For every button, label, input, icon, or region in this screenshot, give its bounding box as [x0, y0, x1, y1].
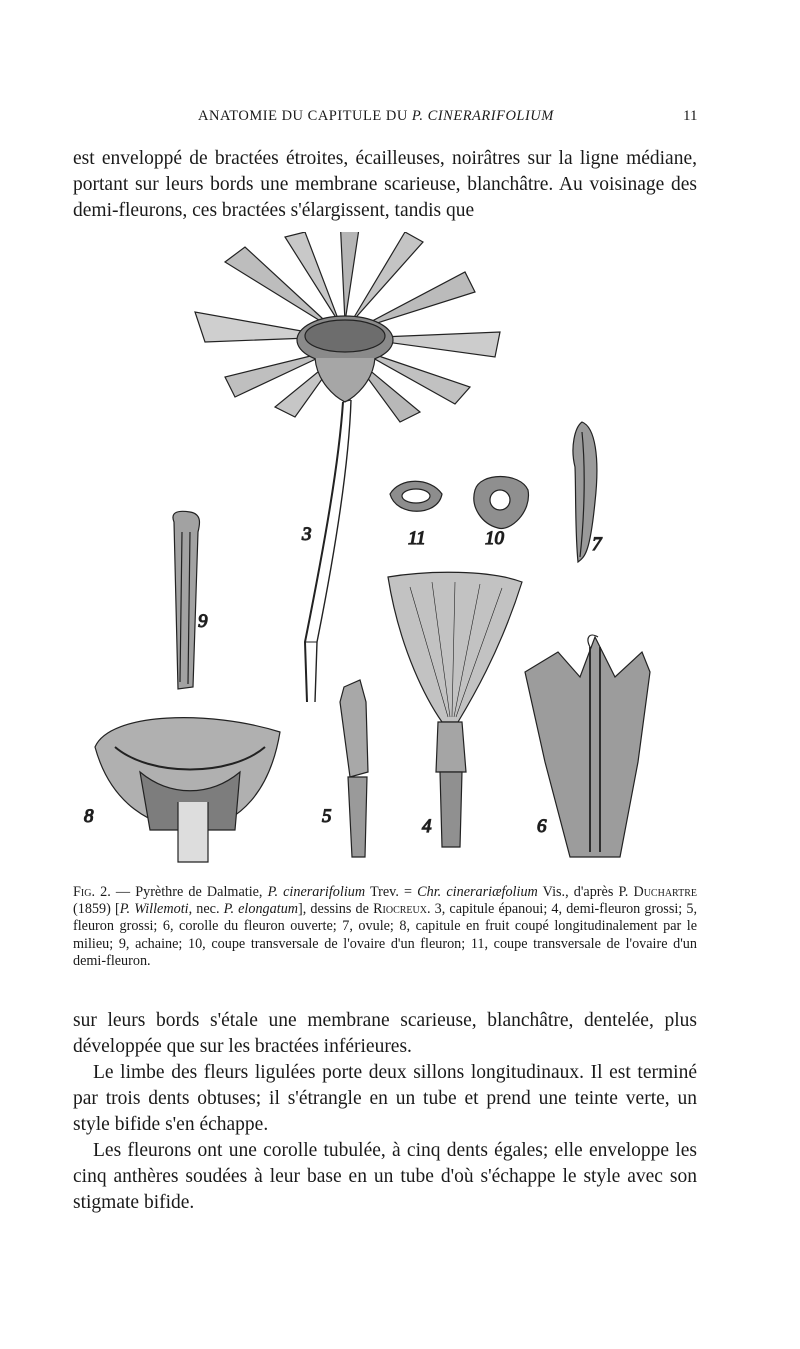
- caption-synonym: Chr. cinerariæfolium: [417, 884, 538, 900]
- label-10: 10: [485, 528, 504, 549]
- caption-text: [73, 884, 697, 970]
- caption-part-3: Vis., d'après P.: [537, 884, 634, 900]
- caption-part-2: Trev. =: [365, 884, 418, 900]
- body-text-top: [73, 146, 697, 224]
- caption-author-duchartre: Duchartre: [633, 884, 698, 900]
- label-6: 6: [537, 816, 547, 837]
- figure-caption: [73, 884, 697, 970]
- caption-part-7: . 3, capitule épanoui; 4, demi-fleuron grossi; 5, fleuron grossi; 6, corolle du fleuron ouverte; 7, ovule; 8, capitule en fruit coupé longitudinalement par le milieu; 9, achaine; 10, coupe transversale de l'ovaire d'un fleuron; 11, coupe transversale de l'ovaire d'un demi-fleuron.: [73, 901, 697, 969]
- label-4: 4: [422, 816, 432, 837]
- body-paragraph-3: Les fleurons ont une corolle tubulée, à cinq dents égales; elle enveloppe les cinq anthères soudées à leur base en un tube d'où s'échappe le style avec son stigmate bifide.: [73, 1140, 697, 1213]
- ovary-section-11-drawing: [390, 481, 442, 549]
- botanical-figure: [70, 232, 730, 872]
- caption-willemoti: P. Willemoti: [119, 901, 189, 918]
- running-header: [0, 104, 800, 132]
- body-paragraph-2: Le limbe des fleurs ligulées porte deux sillons longitudinaux. Il est terminé par trois dents obtuses; il s'étrangle en un tube et prend une teinte verte, un style bifide s'en échappe.: [73, 1062, 697, 1135]
- label-3: 3: [302, 524, 312, 545]
- caption-part-4: (1859) [: [73, 901, 120, 918]
- body-text-bottom: [73, 1008, 697, 1216]
- ray-floret-drawing: [388, 572, 522, 847]
- figure-drawing: [70, 232, 730, 872]
- caption-part-5: , nec.: [188, 901, 224, 918]
- caption-part-1: — Pyrèthre de Dalmatie,: [110, 884, 268, 900]
- body-paragraph-top: est enveloppé de bractées étroites, écailleuses, noirâtres sur la ligne médiane, portant sur leurs bords une membrane scarieuse, blanchâtre. Au voisinage des demi-fleurons, ces bractées s'élargissent, tandis que: [73, 148, 697, 221]
- label-11: 11: [408, 528, 426, 549]
- running-title-species: P. CINERARIFOLIUM: [411, 108, 554, 124]
- label-8: 8: [84, 806, 94, 827]
- caption-figure-label: Fig. 2.: [73, 884, 111, 900]
- label-7: 7: [592, 534, 602, 555]
- disc-floret-drawing: [322, 680, 368, 857]
- ovule-drawing: [573, 422, 603, 562]
- caption-elongatum: P. elongatum: [223, 901, 299, 918]
- fruit-head-section-drawing: [84, 718, 280, 862]
- caption-author-riocreux: Riocreux: [373, 901, 427, 918]
- page-number: 11: [683, 108, 698, 124]
- running-title-prefix: ANATOMIE DU CAPITULE DU: [198, 108, 412, 124]
- ovary-section-10-drawing: [474, 477, 529, 550]
- body-paragraph-1: sur leurs bords s'étale une membrane scarieuse, blanchâtre, dentelée, plus développée que sur les bractées inférieures.: [73, 1010, 697, 1057]
- opened-corolla-drawing: [525, 635, 650, 857]
- label-9: 9: [198, 611, 208, 632]
- label-5: 5: [322, 806, 332, 827]
- running-title: [198, 108, 554, 125]
- caption-part-6: ], dessins de: [298, 901, 374, 918]
- achene-drawing: [173, 511, 208, 689]
- caption-species: P. cinerarifolium: [267, 884, 366, 900]
